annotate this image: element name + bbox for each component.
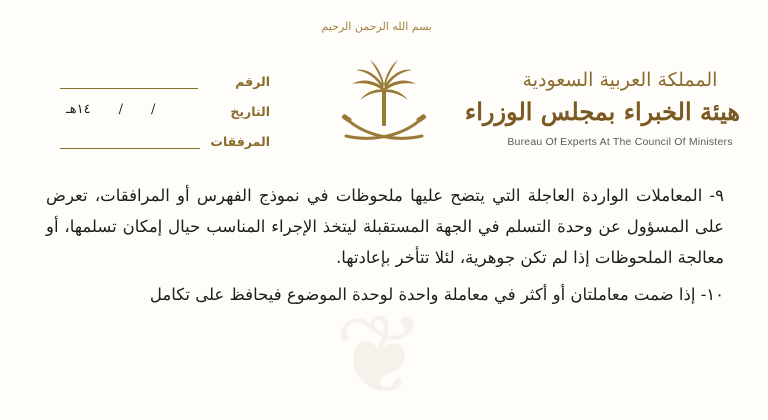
date-year: ١٤هـ: [66, 102, 91, 117]
letterhead-meta: [60, 70, 270, 160]
list-item: [46, 180, 724, 273]
date-day-separator: /: [151, 102, 156, 117]
number-label: الرقم: [235, 74, 270, 89]
meta-date-row: [60, 100, 270, 130]
attachments-label: المرفقات: [210, 134, 270, 149]
meta-number-row: [60, 70, 270, 100]
list-item: [46, 279, 724, 310]
letterhead-emblem: [321, 20, 432, 158]
letterhead-organization: [464, 68, 740, 148]
bureau-name-english: Bureau Of Experts At The Council Of Ministers: [507, 136, 733, 148]
saudi-emblem-palm-swords-icon: [336, 58, 432, 158]
meta-attachments-row: [60, 130, 270, 160]
item-number: ١٠-: [700, 285, 724, 304]
date-label: التاريخ: [230, 104, 270, 119]
item-text: إذا ضمت معاملتان أو أكثر في معاملة واحدة لوحدة الموضوع فيحافظ على تكامل: [149, 285, 696, 304]
date-value: [66, 102, 155, 117]
basmala: بسم الله الرحمن الرحيم: [321, 20, 432, 33]
number-line: [60, 88, 198, 89]
document-body: [46, 180, 724, 316]
attachments-line: [60, 148, 200, 149]
item-text: المعاملات الواردة العاجلة التي يتضح عليها ملحوظات في نموذج الفهرس أو المرافقات، تعرض على المسؤول عن وحدة التسلم في الجهة المستقبلة ليتخذ الإجراء المناسب حيال إمكان تسلمها، أو معالجة الملحوظات إذا لم تكن جوهرية، لئلا تتأخر بإعادتها.: [46, 186, 724, 267]
watermark-emblem-icon: ❦: [333, 291, 427, 419]
bureau-name-arabic: هيئة الخبراء بمجلس الوزراء: [464, 97, 740, 126]
date-month-separator: /: [118, 102, 124, 117]
item-number: ٩-: [709, 186, 724, 205]
kingdom-name: المملكة العربية السعودية: [522, 69, 718, 91]
